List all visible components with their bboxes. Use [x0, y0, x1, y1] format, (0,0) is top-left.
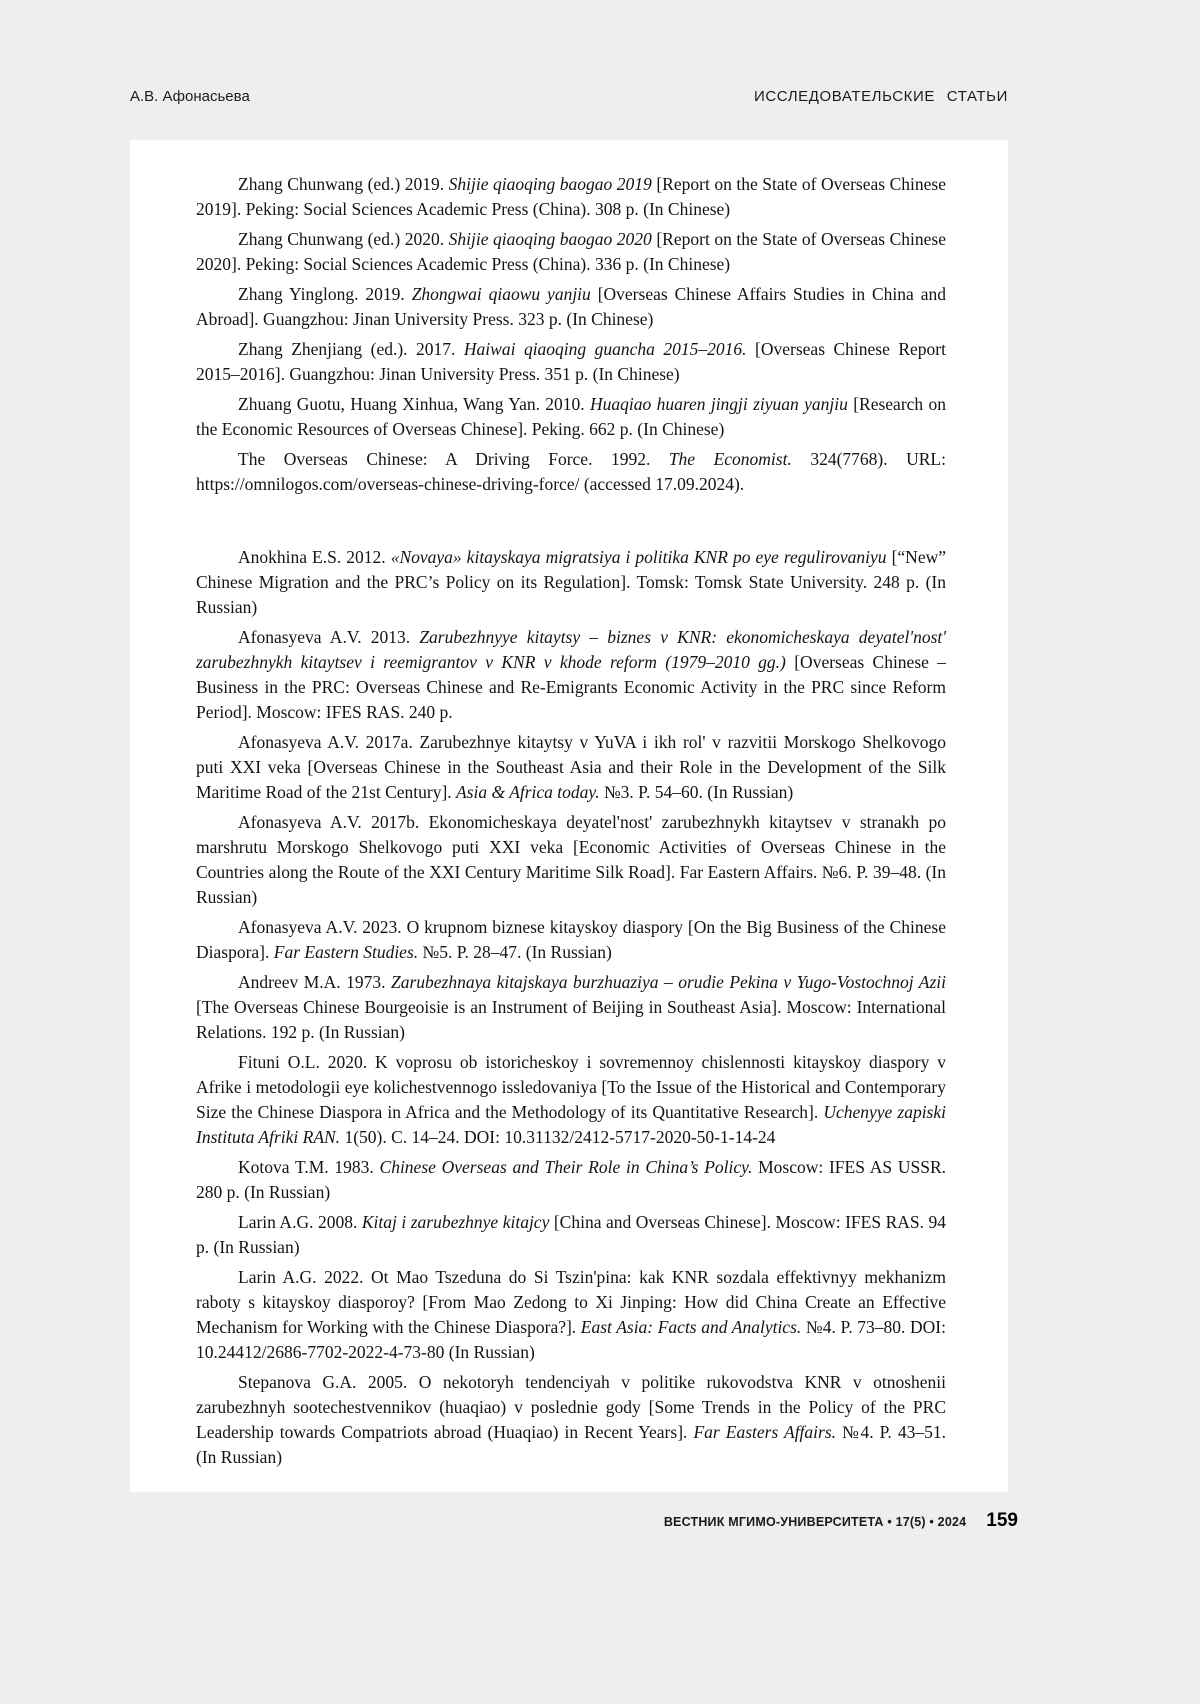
reference-item [196, 1265, 946, 1365]
reference-title-italic: The Economist. [668, 449, 792, 469]
reference-title-italic: Far Easters Affairs. [693, 1422, 837, 1442]
reference-item [196, 915, 946, 965]
reference-text: Zhuang Guotu, Huang Xinhua, Wang Yan. 2010. [238, 394, 590, 414]
page-content-card [130, 140, 1008, 1492]
running-head [130, 88, 1008, 105]
reference-text: [Overseas Chinese – Business in the PRC: Overseas Chinese and Re-Emigrants Economic Activity in the PRC since Reform Period]. Moscow: IFES RAS. 240 p. [196, 652, 946, 722]
reference-item [196, 392, 946, 442]
references-section-foreign [196, 172, 946, 497]
reference-text: Afonasyeva A.V. 2017a. Zarubezhnye kitaytsy v YuVA i ikh rol' v razvitii Morskogo Shelkovogo puti XXI veka [Overseas Chinese in the Southeast Asia and their Role in the Development of the Silk Maritime Road of the 21st Century]. [196, 732, 946, 802]
page-footer [130, 1510, 1018, 1532]
reference-title-italic: Kitaj i zarubezhnye kitajcy [361, 1212, 550, 1232]
reference-text: 1(50). C. 14–24. DOI: 10.31132/2412-5717-2020-50-1-14-24 [340, 1127, 776, 1147]
reference-item [196, 172, 946, 222]
reference-text: Andreev M.A. 1973. [238, 972, 391, 992]
reference-text: Afonasyeva A.V. 2013. [238, 627, 420, 647]
reference-title-italic: East Asia: Facts and Analytics. [580, 1317, 802, 1337]
reference-text: 324(7768). URL: https://omnilogos.com/overseas-chinese-driving-force/ (accessed 17.09.2024). [196, 449, 946, 494]
reference-text: [Overseas Chinese Report 2015–2016]. Guangzhou: Jinan University Press. 351 p. (In Chinese) [196, 339, 946, 384]
reference-item [196, 227, 946, 277]
reference-title-italic: Shijie qiaoqing baogao 2019 [448, 174, 652, 194]
reference-text: Zhang Chunwang (ed.) 2020. [238, 229, 449, 249]
reference-text: Larin A.G. 2008. [238, 1212, 362, 1232]
reference-text: Stepanova G.A. 2005. O nekotoryh tendenciyah v politike rukovodstva KNR v otnoshenii zarubezhnyh sootechestvennikov (huaqiao) v poslednie gody [Some Trends in the Policy of the PRC Leadership towards Compatriots abroad (Huaqiao) in Recent Years]. [196, 1372, 946, 1442]
reference-text: Zhang Yinglong. 2019. [238, 284, 412, 304]
journal-issue-line: ВЕСТНИК МГИМО-УНИВЕРСИТЕТА • 17(5) • 2024 [663, 1515, 967, 1529]
reference-title-italic: Far Eastern Studies. [273, 942, 419, 962]
reference-text: Moscow: IFES AS USSR. 280 p. (In Russian) [196, 1157, 946, 1202]
running-section-title: ИССЛЕДОВАТЕЛЬСКИЕ СТАТЬИ [753, 88, 1008, 105]
reference-title-italic: Huaqiao huaren jingji ziyuan yanjiu [590, 394, 848, 414]
reference-title-italic: Haiwai qiaoqing guancha 2015–2016. [463, 339, 747, 359]
reference-text: [Report on the State of Overseas Chinese 2019]. Peking: Social Sciences Academic Press (China). 308 p. (In Chinese) [196, 174, 946, 219]
reference-item [196, 337, 946, 387]
page-number: 159 [986, 1510, 1018, 1531]
reference-text: Zhang Chunwang (ed.) 2019. [238, 174, 449, 194]
reference-title-italic: Shijie qiaoqing baogao 2020 [448, 229, 652, 249]
reference-item [196, 625, 946, 725]
reference-text: Afonasyeva A.V. 2017b. Ekonomicheskaya deyatel'nost' zarubezhnykh kitaytsev v stranakh po marshrutu Morskogo Shelkovogo puti XXI veka [Economic Activities of Overseas Chinese in the Countries along the Route of the XXI Century Maritime Silk Road]. Far Eastern Affairs. №6. P. 39–48. (In Russian) [196, 812, 946, 907]
reference-item [196, 447, 946, 497]
reference-text: №3. P. 54–60. (In Russian) [599, 782, 794, 802]
reference-text: №4. P. 43–51. (In Russian) [196, 1422, 946, 1467]
reference-text: Kotova T.M. 1983. [238, 1157, 380, 1177]
reference-text: [Overseas Chinese Affairs Studies in China and Abroad]. Guangzhou: Jinan University Press. 323 p. (In Chinese) [196, 284, 946, 329]
reference-text: The Overseas Chinese: A Driving Force. 1992. [238, 449, 669, 469]
reference-text: Anokhina E.S. 2012. [238, 547, 391, 567]
reference-text: №4. P. 73–80. DOI: 10.24412/2686-7702-2022-4-73-80 (In Russian) [196, 1317, 946, 1362]
reference-item [196, 1210, 946, 1260]
reference-text: Zhang Zhenjiang (ed.). 2017. [238, 339, 464, 359]
reference-item [196, 730, 946, 805]
running-author: А.В. Афонасьева [130, 88, 250, 105]
reference-text: [Report on the State of Overseas Chinese 2020]. Peking: Social Sciences Academic Press (China). 336 p. (In Chinese) [196, 229, 946, 274]
reference-title-italic: Zarubezhnaya kitajskaya burzhuaziya – orudie Pekina v Yugo-Vostochnoj Azii [390, 972, 947, 992]
reference-text: Larin A.G. 2022. Ot Mao Tszeduna do Si Tszin'pina: kak KNR sozdala effektivnyy mekhanizm raboty s kitayskoy diasporoy? [From Mao Zedong to Xi Jinping: How did China Create an Effective Mechanism for Working with the Chinese Diaspora?]. [196, 1267, 946, 1337]
reference-text: [Research on the Economic Resources of Overseas Chinese]. Peking. 662 p. (In Chinese) [196, 394, 946, 439]
reference-item [196, 1155, 946, 1205]
reference-title-italic: Zhongwai qiaowu yanjiu [411, 284, 591, 304]
reference-text: [China and Overseas Chinese]. Moscow: IFES RAS. 94 p. (In Russian) [196, 1212, 946, 1257]
reference-title-italic: Uchenyye zapiski Instituta Afriki RAN. [196, 1102, 946, 1147]
reference-text: Fituni O.L. 2020. K voprosu ob istoricheskoy i sovremennoy chislennosti kitayskoy diaspory v Afrike i metodologii eye kolichestvennogo issledovaniya [To the Issue of the Historical and Contemporary Size the Chinese Diaspora in Africa and the Methodology of its Quantitative Research]. [196, 1052, 946, 1122]
reference-text: №5. P. 28–47. (In Russian) [418, 942, 612, 962]
references-section-russian [196, 545, 946, 1470]
reference-item [196, 1370, 946, 1470]
reference-text: Afonasyeva A.V. 2023. O krupnom biznese kitayskoy diaspory [On the Big Business of the Chinese Diaspora]. [196, 917, 946, 962]
reference-item [196, 970, 946, 1045]
reference-item [196, 1050, 946, 1150]
reference-item [196, 545, 946, 620]
reference-title-italic: Asia & Africa today. [456, 782, 600, 802]
reference-text: [The Overseas Chinese Bourgeoisie is an Instrument of Beijing in Southeast Asia]. Moscow: International Relations. 192 p. (In Russian) [196, 997, 946, 1042]
reference-title-italic: Chinese Overseas and Their Role in China’s Policy. [379, 1157, 753, 1177]
reference-item [196, 282, 946, 332]
reference-title-italic: Zarubezhnyye kitaytsy – biznes v KNR: ekonomicheskaya deyatel'nost' zarubezhnykh kitaytsev i reemigrantov v KNR v khode reform (1979–2010 gg.) [196, 627, 946, 672]
reference-item [196, 810, 946, 910]
reference-title-italic: «Novaya» kitayskaya migratsiya i politika KNR po eye regulirovaniyu [390, 547, 887, 567]
reference-text: [“New” Chinese Migration and the PRC’s Policy on its Regulation]. Tomsk: Tomsk State University. 248 p. (In Russian) [196, 547, 946, 617]
